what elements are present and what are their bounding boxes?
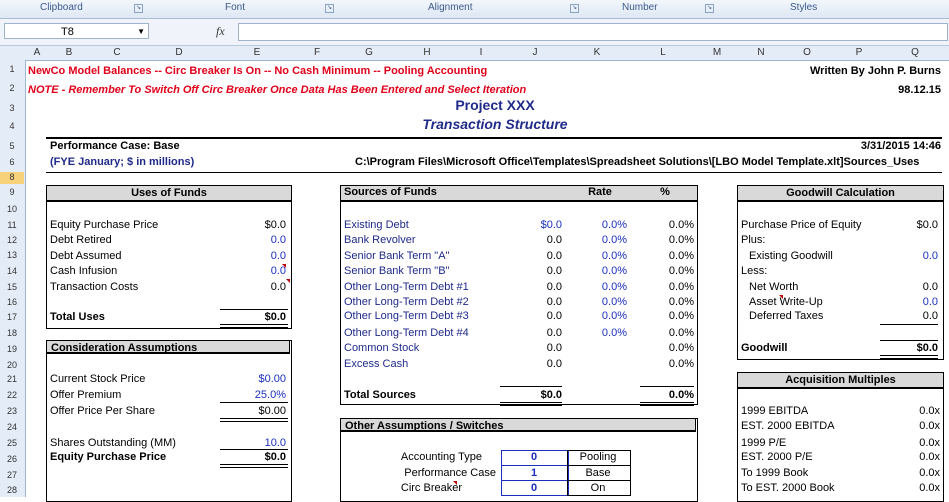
uses-value[interactable]: $0.0	[264, 219, 286, 231]
row-header[interactable]: 24	[6, 422, 17, 432]
uses-label[interactable]: Debt Assumed	[50, 250, 122, 262]
total-uses-value[interactable]: $0.0	[264, 311, 286, 323]
column-header[interactable]: A	[33, 47, 41, 58]
uses-of-funds-header[interactable]: Uses of Funds	[46, 185, 292, 202]
comment-indicator-icon	[453, 481, 457, 485]
row-header[interactable]: 25	[6, 438, 17, 448]
row-header[interactable]: 3	[9, 103, 15, 113]
row-header[interactable]: 26	[6, 454, 17, 464]
column-header[interactable]: B	[65, 47, 73, 58]
row-header[interactable]: 9	[9, 187, 15, 197]
row-header[interactable]: 6	[9, 157, 15, 167]
value-double-underline	[220, 418, 288, 422]
goodwill-label[interactable]: Asset Write-Up	[749, 296, 823, 308]
source-label[interactable]: Other Long-Term Debt #3	[344, 310, 469, 322]
row-header[interactable]: 2	[9, 83, 15, 93]
timestamp[interactable]: 3/31/2015 14:46	[860, 140, 941, 152]
total-double-underline	[500, 402, 562, 406]
total-double-underline	[640, 402, 694, 406]
source-label[interactable]: Other Long-Term Debt #2	[344, 296, 469, 308]
total-uses-label[interactable]: Total Uses	[50, 311, 105, 323]
total-double-underline	[880, 355, 938, 359]
ribbon	[0, 0, 949, 19]
row-header[interactable]: 17	[6, 312, 17, 322]
goodwill-label[interactable]: Purchase Price of Equity	[741, 219, 862, 231]
consideration-label[interactable]: Equity Purchase Price	[50, 451, 167, 463]
project-title[interactable]: Project XXX	[455, 97, 535, 113]
row-header[interactable]: 16	[6, 297, 17, 307]
uses-label[interactable]: Equity Purchase Price	[50, 219, 159, 231]
value-double-underline	[220, 464, 288, 468]
row-header[interactable]: 19	[6, 344, 17, 354]
total-underline	[500, 386, 562, 387]
formula-bar	[0, 19, 949, 46]
fiscal-year-note[interactable]: (FYE January; $ in millions)	[50, 156, 195, 168]
source-value[interactable]: 0.0	[546, 296, 562, 308]
multiple-label[interactable]: EST. 2000 EBITDA	[741, 420, 835, 432]
multiple-value[interactable]: 0.0x	[919, 420, 940, 432]
switch-option[interactable]: Pooling	[579, 451, 617, 463]
uses-value[interactable]: 0.0	[270, 250, 286, 262]
source-rate[interactable]: 0.0%	[601, 219, 627, 231]
row-headers	[0, 60, 26, 497]
version-number[interactable]: 98.12.15	[898, 84, 941, 96]
ribbon-group-clipboard[interactable]: Clipboard	[40, 2, 83, 13]
performance-case[interactable]: Performance Case: Base	[50, 140, 180, 152]
comment-indicator-icon	[282, 264, 286, 268]
file-path[interactable]: C:\Program Files\Microsoft Office\Templates\Spreadsheet Solutions\[LBO Model Template.xlt]Sources_Uses	[355, 156, 920, 168]
formula-input[interactable]	[238, 23, 948, 41]
row-header[interactable]: 14	[6, 266, 17, 276]
source-percent[interactable]: 0.0%	[668, 281, 694, 293]
consideration-header[interactable]: Consideration Assumptions	[46, 340, 290, 354]
multiple-value[interactable]: 0.0x	[919, 437, 940, 449]
comment-indicator-icon	[286, 279, 290, 283]
switch-flag[interactable]: 1	[530, 467, 538, 479]
source-rate[interactable]: 0.0%	[601, 327, 627, 339]
column-header[interactable]: N	[757, 47, 765, 58]
switch-label[interactable]: Circ Breaker	[400, 482, 462, 494]
uses-label[interactable]: Debt Retired	[50, 234, 112, 246]
row-header[interactable]: 4	[9, 121, 15, 131]
source-rate[interactable]: 0.0%	[601, 281, 627, 293]
source-percent[interactable]: 0.0%	[668, 265, 694, 277]
source-label[interactable]: Senior Bank Term "B"	[344, 265, 450, 277]
column-header[interactable]: M	[712, 47, 722, 58]
column-header[interactable]: F	[313, 47, 321, 58]
goodwill-label[interactable]: Plus:	[741, 234, 766, 246]
header-divider	[46, 172, 942, 173]
switch-label[interactable]: Performance Case	[404, 467, 496, 479]
circ-breaker-status[interactable]: NewCo Model Balances -- Circ Breaker Is On -- No Cash Minimum -- Pooling Accounting	[28, 65, 488, 77]
source-value[interactable]: 0.0	[546, 281, 562, 293]
source-rate[interactable]: 0.0%	[601, 310, 627, 322]
switch-flag[interactable]: 0	[530, 451, 538, 463]
switches-header[interactable]: Other Assumptions / Switches	[340, 418, 696, 432]
row-header[interactable]: 12	[6, 235, 17, 245]
goodwill-value[interactable]: 0.0	[922, 296, 938, 308]
source-percent[interactable]: 0.0%	[668, 342, 694, 354]
consideration-value[interactable]: 25.0%	[254, 389, 286, 401]
column-header[interactable]: P	[855, 47, 863, 58]
source-value[interactable]: 0.0	[546, 342, 562, 354]
row-header[interactable]: 13	[6, 250, 17, 260]
total-sources-value[interactable]: $0.0	[540, 389, 562, 401]
switch-option[interactable]: On	[590, 482, 606, 494]
chevron-down-icon[interactable]: ▼	[137, 27, 145, 36]
ribbon-group-alignment[interactable]: Alignment	[428, 2, 473, 13]
multiple-label[interactable]: To EST. 2000 Book	[741, 482, 835, 494]
source-value[interactable]: 0.0	[546, 327, 562, 339]
multiple-value[interactable]: 0.0x	[919, 451, 940, 463]
goodwill-label[interactable]: Less:	[741, 265, 768, 277]
source-value[interactable]: 0.0	[546, 234, 562, 246]
column-header[interactable]: H	[423, 47, 431, 58]
source-rate[interactable]: 0.0%	[601, 234, 627, 246]
rate-header[interactable]: Rate	[588, 186, 612, 198]
multiple-value[interactable]: 0.0x	[919, 467, 940, 479]
goodwill-label[interactable]: Existing Goodwill	[749, 250, 833, 262]
column-header[interactable]: E	[253, 47, 261, 58]
consideration-value[interactable]: 10.0	[264, 437, 286, 449]
row-header[interactable]: 11	[7, 220, 17, 230]
consideration-label[interactable]: Shares Outstanding (MM)	[50, 437, 176, 449]
source-label[interactable]: Other Long-Term Debt #1	[344, 281, 469, 293]
ribbon-group-font[interactable]: Font	[225, 2, 246, 13]
source-percent[interactable]: 0.0%	[668, 234, 694, 246]
consideration-value[interactable]: $0.0	[264, 451, 286, 463]
total-underline	[880, 324, 938, 325]
switch-option[interactable]: Base	[585, 467, 611, 479]
column-header[interactable]: K	[593, 47, 601, 58]
percent-header[interactable]: %	[660, 186, 670, 198]
source-label[interactable]: Senior Bank Term "A"	[344, 250, 450, 262]
multiple-label[interactable]: EST. 2000 P/E	[741, 451, 813, 463]
switch-flag[interactable]: 0	[530, 482, 538, 494]
multiple-value[interactable]: 0.0x	[919, 482, 940, 494]
dialog-launcher-icon[interactable]: ↘	[571, 5, 578, 11]
source-rate[interactable]: 0.0%	[601, 265, 627, 277]
source-value[interactable]: 0.0	[546, 265, 562, 277]
row-header[interactable]: 21	[6, 374, 17, 384]
uses-label[interactable]: Transaction Costs	[50, 281, 139, 293]
column-header[interactable]: C	[113, 47, 121, 58]
multiple-label[interactable]: 1999 P/E	[741, 437, 787, 449]
column-headers	[0, 46, 949, 61]
multiple-label[interactable]: 1999 EBITDA	[741, 405, 809, 417]
goodwill-value[interactable]: 0.0	[922, 310, 938, 322]
row-header[interactable]: 20	[6, 360, 17, 370]
insert-function-icon[interactable]: fx	[216, 24, 225, 38]
column-header[interactable]: J	[532, 47, 538, 58]
sources-of-funds-title[interactable]: Sources of Funds	[344, 186, 437, 198]
source-label[interactable]: Excess Cash	[344, 358, 409, 370]
uses-value[interactable]: 0.0	[270, 281, 286, 293]
source-rate[interactable]: 0.0%	[601, 250, 627, 262]
goodwill-value[interactable]: 0.0	[922, 250, 938, 262]
total-double-underline	[220, 324, 288, 328]
source-label[interactable]: Other Long-Term Debt #4	[344, 327, 469, 339]
row-header[interactable]: 23	[6, 406, 17, 416]
multiple-label[interactable]: To 1999 Book	[741, 467, 809, 479]
dialog-launcher-icon[interactable]: ↘	[135, 5, 142, 11]
column-header[interactable]: Q	[911, 47, 919, 58]
row-header-selected[interactable]: 8	[0, 172, 24, 184]
dialog-launcher-icon[interactable]: ↘	[706, 5, 713, 11]
value-underline	[220, 402, 288, 403]
uses-value[interactable]: 0.0	[270, 234, 286, 246]
row-header[interactable]: 22	[6, 390, 17, 400]
column-header[interactable]: D	[175, 47, 183, 58]
source-percent[interactable]: 0.0%	[668, 250, 694, 262]
goodwill-label[interactable]: Net Worth	[749, 281, 799, 293]
goodwill-label[interactable]: Deferred Taxes	[749, 310, 824, 322]
consideration-label[interactable]: Offer Price Per Share	[50, 405, 155, 417]
source-label[interactable]: Common Stock	[344, 342, 420, 354]
total-sources-percent[interactable]: 0.0%	[668, 389, 694, 401]
name-box-value: T8	[61, 26, 74, 38]
multiple-value[interactable]: 0.0x	[919, 405, 940, 417]
total-underline	[640, 386, 694, 387]
column-header[interactable]: I	[479, 47, 483, 58]
column-header[interactable]: L	[660, 47, 666, 58]
source-value[interactable]: 0.0	[546, 310, 562, 322]
uses-label[interactable]: Cash Infusion	[50, 265, 118, 277]
source-value[interactable]: 0.0	[546, 358, 562, 370]
column-header[interactable]: O	[803, 47, 811, 58]
row-header[interactable]: 5	[9, 141, 15, 151]
source-value[interactable]: $0.0	[540, 219, 562, 231]
goodwill-total-label[interactable]: Goodwill	[741, 342, 788, 354]
source-rate[interactable]: 0.0%	[601, 296, 627, 308]
consideration-value[interactable]: $0.00	[258, 373, 286, 385]
consideration-label[interactable]: Current Stock Price	[50, 373, 146, 385]
uses-value[interactable]: 0.0	[270, 265, 286, 277]
ribbon-group-styles[interactable]: Styles	[790, 2, 818, 13]
formula-buttons	[154, 23, 236, 39]
name-box[interactable]	[4, 23, 149, 39]
row-header[interactable]: 10	[6, 204, 17, 214]
row-header[interactable]: 15	[6, 282, 17, 292]
consideration-label[interactable]: Offer Premium	[50, 389, 122, 401]
goodwill-value[interactable]: $0.0	[916, 219, 938, 231]
source-value[interactable]: 0.0	[546, 250, 562, 262]
dialog-launcher-icon[interactable]: ↘	[326, 5, 333, 11]
goodwill-value[interactable]: 0.0	[922, 281, 938, 293]
source-percent[interactable]: 0.0%	[668, 296, 694, 308]
source-percent[interactable]: 0.0%	[668, 219, 694, 231]
source-percent[interactable]: 0.0%	[668, 327, 694, 339]
author-credit[interactable]: Written By John P. Burns	[809, 65, 941, 77]
iteration-note[interactable]: NOTE - Remember To Switch Off Circ Breaker Once Data Has Been Entered and Select Iteration	[28, 84, 527, 96]
row-header[interactable]: 18	[6, 328, 17, 338]
row-header[interactable]: 28	[6, 485, 17, 495]
goodwill-box	[737, 185, 944, 360]
row-header[interactable]: 27	[6, 470, 17, 480]
consideration-value[interactable]: $0.00	[258, 405, 286, 417]
source-percent[interactable]: 0.0%	[668, 358, 694, 370]
multiples-header[interactable]: Acquisition Multiples	[737, 372, 944, 389]
goodwill-total-value[interactable]: $0.0	[916, 342, 938, 354]
goodwill-header[interactable]: Goodwill Calculation	[737, 185, 944, 202]
source-percent[interactable]: 0.0%	[668, 310, 694, 322]
ribbon-group-number[interactable]: Number	[622, 2, 658, 13]
source-label[interactable]: Existing Debt	[344, 219, 409, 231]
column-header[interactable]: G	[365, 47, 373, 58]
transaction-structure-title[interactable]: Transaction Structure	[422, 116, 568, 132]
source-label[interactable]: Bank Revolver	[344, 234, 416, 246]
switch-label[interactable]: Accounting Type	[400, 451, 482, 463]
row-header[interactable]: 1	[9, 64, 15, 74]
total-sources-label[interactable]: Total Sources	[344, 389, 416, 401]
comment-indicator-icon	[779, 295, 783, 299]
